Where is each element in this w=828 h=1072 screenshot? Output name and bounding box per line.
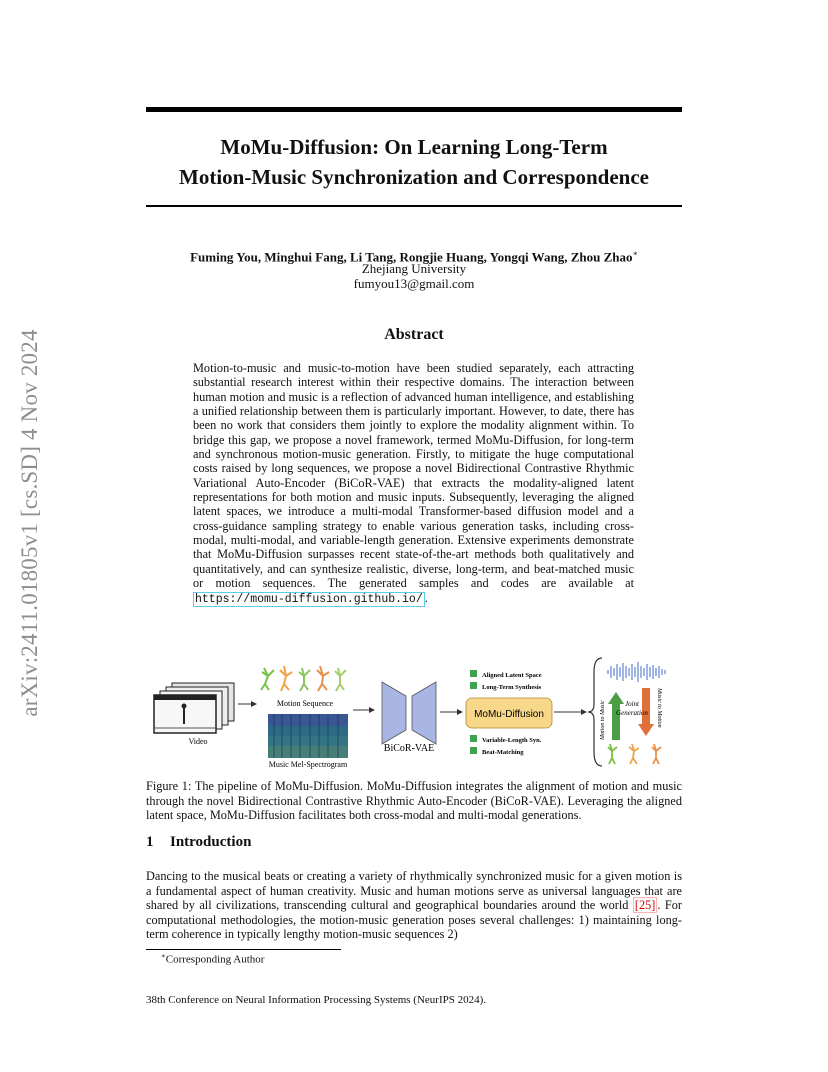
venue-line: 38th Conference on Neural Information Processing Systems (NeurIPS 2024).: [146, 994, 487, 1006]
affiliation: Zhejiang University: [361, 261, 467, 276]
top-rule: [146, 107, 682, 112]
check-long-term: Long-Term Synthesis: [482, 684, 542, 691]
paper-title: [146, 132, 682, 192]
mel-spectrogram-image: [268, 714, 348, 758]
figure-1: [150, 652, 678, 776]
intro-text-b: . For computational methodologies, the motion-music generation poses several challenges: 1) maintaining long-term coherence in typically lengthy motion-music sequences 2): [146, 898, 682, 942]
author-list: Fuming You, Minghui Fang, Li Tang, Rongjie Huang, Yongqi Wang, Zhou Zhao: [190, 249, 633, 265]
motion-to-music-label: Motion to Music: [600, 700, 606, 740]
abstract-end: .: [424, 590, 428, 605]
footnote: [161, 952, 264, 966]
music-to-motion-label: Music to Motion: [656, 688, 662, 728]
joint-generation-line-1: Joint: [625, 700, 639, 708]
footnote-text: Corresponding Author: [165, 953, 265, 966]
arxiv-stamp: [10, 288, 50, 758]
section-title: Introduction: [170, 834, 252, 850]
abstract-heading: Abstract: [384, 326, 444, 343]
video-label: Video: [188, 737, 208, 746]
footnote-mark: ∗: [161, 952, 166, 960]
figure-1-caption: Figure 1: The pipeline of MoMu-Diffusion. MoMu-Diffusion integrates the alignment of motion and music through the novel Bidirectional Contrastive Rhythmic Auto-Encoder (BiCoR-VAE). Leveraging the aligned latent space, MoMu-Diffusion facilitates both cross-modal and multi-modal generations.: [146, 779, 682, 823]
author-mark: ∗: [632, 249, 638, 258]
intro-paragraph: [146, 869, 682, 942]
title-line-1: MoMu-Diffusion: On Learning Long-Term: [220, 135, 608, 159]
citation-link[interactable]: [25]: [634, 898, 656, 913]
arxiv-id: arXiv:2411.01805v1 [cs.SD] 4 Nov 2024: [17, 329, 42, 717]
pipeline-diagram: [150, 652, 678, 776]
checklist-top: [470, 670, 542, 691]
section-number: 1: [146, 834, 154, 850]
check-aligned-latent: Aligned Latent Space: [482, 672, 542, 679]
footnote-rule: [146, 949, 341, 950]
bicor-vae-block: [382, 682, 436, 744]
abstract-text: Motion-to-music and music-to-motion have been studied separately, each attracting substantial research interest within their respective domains. The interaction between human motion and music is a reflection of advanced human intelligence, and establishing a unified relationship between them is particularly important. However, to date, there has been no work that considers them jointly to explore the modality alignment within. To bridge this gap, we propose a novel framework, termed MoMu-Diffusion, for long-term and synchronous motion-music generation. Firstly, to mitigate the huge computational costs raised by long sequences, we propose a novel Bidirectional Contrastive Rhythmic Variational Auto-Encoder (BiCoR-VAE) that extracts the modality-aligned latent representations for both motion and music inputs. Subsequently, leveraging the aligned latent spaces, we introduce a multi-modal Transformer-based diffusion model and a cross-guidance sampling strategy to enable various generation tasks, including cross-modal, multi-modal, and variable-length generation. Extensive experiments demonstrate that MoMu-Diffusion surpasses recent state-of-the-art methods both qualitatively and quantitatively, and can synthesize realistic, diverse, long-term, and beat-matched music or motion sequences. The generated samples and codes are available at: [193, 361, 634, 591]
audio-waveform-image: [608, 662, 665, 682]
mel-spectrogram-label: Music Mel-Spectrogram: [268, 760, 348, 769]
section-heading: [146, 834, 251, 851]
momu-diffusion-label: MoMu-Diffusion: [474, 709, 544, 720]
checklist-bottom: [470, 735, 542, 756]
motion-sequence-image: [261, 666, 346, 691]
video-frames-image: [154, 683, 234, 733]
email[interactable]: fumyou13@gmail.com: [353, 276, 475, 291]
project-url-link[interactable]: https://momu-diffusion.github.io/: [195, 592, 423, 606]
title-bottom-rule: [146, 205, 682, 207]
title-line-2: Motion-Music Synchronization and Correspondence: [179, 165, 649, 189]
check-beat-matching: Beat-Matching: [482, 749, 524, 756]
check-variable-length: Variable-Length Syn.: [482, 737, 542, 744]
abstract-body: [193, 361, 634, 607]
generated-motion-image: [608, 744, 661, 764]
motion-sequence-label: Motion Sequence: [276, 699, 334, 708]
bicor-vae-label: BiCoR-VAE: [383, 743, 435, 754]
intro-text-a: Dancing to the musical beats or creating a variety of rhythmically synchronized music for a given motion is a fundamental aspect of human creativity. Music and human motions serve as universal languages that are shared by all civilizations, transcending cultural and geographical boundaries around the world: [146, 869, 682, 913]
joint-generation-line-2: Generation: [616, 709, 648, 717]
